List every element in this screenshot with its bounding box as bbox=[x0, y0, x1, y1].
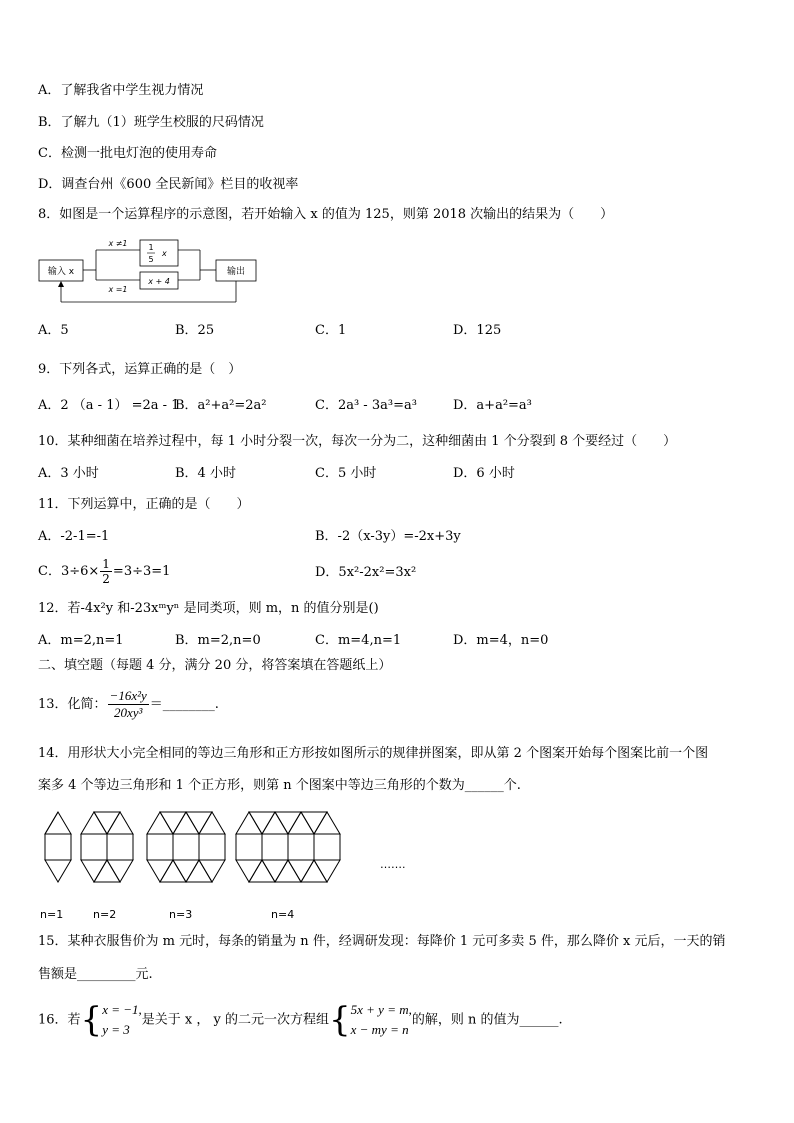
q16 bbox=[38, 996, 563, 1045]
q11-option-c-fraction bbox=[100, 557, 112, 586]
q14-pattern-figure bbox=[38, 806, 418, 924]
q7-option-d: D．调查台州《600 全民新闻》栏目的收视率 bbox=[38, 177, 299, 192]
q11-option-c bbox=[38, 557, 170, 587]
q16-system-1: { x = −1, y = 3 bbox=[80, 999, 142, 1040]
q11-option-c-suffix: =3÷3=1 bbox=[112, 564, 171, 579]
fraction-numerator: 1 bbox=[102, 557, 110, 571]
q8-flow-diagram bbox=[38, 236, 260, 308]
q10-stem: 10．某种细菌在培养过程中，每 1 小时分裂一次，每次一分为二，这种细菌由 1 个分裂到 8 个要经过（ ） bbox=[38, 434, 677, 449]
pattern-n4 bbox=[236, 812, 340, 882]
q10-option-b: B．4 小时 bbox=[175, 466, 236, 481]
q13-prefix: 13．化简： bbox=[38, 697, 107, 712]
q8-stem: 8．如图是一个运算程序的示意图，若开始输入 x 的值为 125，则第 2018 次输出的结果为（ ） bbox=[38, 207, 614, 222]
q8-option-c: C．1 bbox=[315, 323, 347, 338]
q11-option-a: A．-2-1=-1 bbox=[38, 529, 110, 544]
q12-option-d: D．m=4，n=0 bbox=[453, 633, 549, 648]
op-top-den: 5 bbox=[148, 255, 154, 264]
q13-suffix: ＝________. bbox=[149, 697, 219, 712]
fraction-denominator: 2 bbox=[102, 572, 110, 586]
fraction-numerator: −16x²y bbox=[109, 688, 147, 703]
q11-option-d: D．5x²-2x²=3x² bbox=[315, 565, 417, 580]
system1-row1: x = −1, bbox=[102, 1001, 142, 1017]
label-n4: n=4 bbox=[271, 908, 295, 921]
pattern-ellipsis: ……. bbox=[380, 858, 406, 871]
q12-stem: 12．若-4x²y 和-23xᵐyⁿ 是同类项，则 m，n 的值分别是() bbox=[38, 601, 379, 616]
q11-option-b: B．-2（x-3y）=-2x+3y bbox=[315, 529, 461, 544]
q11-option-c-prefix: C．3÷6× bbox=[38, 564, 100, 579]
system1-row2: y = 3 bbox=[102, 1021, 130, 1037]
feedback-arrow-icon bbox=[58, 281, 64, 287]
q11-stem: 11．下列运算中，正确的是（ ） bbox=[38, 497, 250, 512]
q8-option-d: D．125 bbox=[453, 323, 502, 338]
op-top-var: x bbox=[162, 249, 167, 258]
op-bottom: x + 4 bbox=[148, 277, 170, 286]
fraction-denominator: 20xy³ bbox=[113, 705, 143, 720]
q16-suffix: 的解，则 n 的值为______. bbox=[411, 1012, 563, 1028]
q12-option-c: C．m=4,n=1 bbox=[315, 633, 402, 648]
label-n3: n=3 bbox=[169, 908, 193, 921]
q12-option-a: A．m=2,n=1 bbox=[38, 633, 124, 648]
q8-option-a: A．5 bbox=[38, 323, 69, 338]
section-heading: 二、填空题（每题 4 分，满分 20 分，将答案填在答题纸上） bbox=[38, 658, 392, 673]
q14-line1: 14．用形状大小完全相同的等边三角形和正方形按如图所示的规律拼图案，即从第 2 个图案开始每个图案比前一个图 bbox=[38, 746, 709, 761]
q12-option-b: B．m=2,n=0 bbox=[175, 633, 261, 648]
input-label: 输入 x bbox=[47, 267, 75, 277]
q7-option-c: C．检测一批电灯泡的使用寿命 bbox=[38, 146, 217, 161]
q10-option-a: A．3 小时 bbox=[38, 466, 99, 481]
q16-prefix: 16．若 bbox=[38, 1012, 81, 1028]
q7-option-a: A．了解我省中学生视力情况 bbox=[38, 83, 204, 98]
pattern-n3 bbox=[147, 812, 225, 882]
output-label: 输出 bbox=[226, 267, 246, 277]
system2-row2: x − my = n bbox=[350, 1021, 409, 1037]
q13-fraction bbox=[108, 688, 149, 721]
system2-row1: 5x + y = m, bbox=[350, 1001, 412, 1017]
pattern-n2 bbox=[81, 812, 133, 882]
q9-stem: 9．下列各式，运算正确的是（ ） bbox=[38, 362, 242, 377]
q8-option-b: B．25 bbox=[175, 323, 215, 338]
q14-line2: 案多 4 个等边三角形和 1 个正方形，则第 n 个图案中等边三角形的个数为______个. bbox=[38, 778, 521, 793]
q13 bbox=[38, 688, 219, 722]
q10-option-c: C．5 小时 bbox=[315, 466, 377, 481]
op-top-box bbox=[140, 240, 178, 266]
op-top-num: 1 bbox=[148, 243, 154, 252]
q16-middle: 是关于 x ， y 的二元一次方程组 bbox=[141, 1012, 329, 1028]
pattern-n1 bbox=[45, 812, 71, 882]
q9-option-c: C．2a³ - 3a³=a³ bbox=[315, 398, 417, 413]
q7-option-b: B．了解九（1）班学生校服的尺码情况 bbox=[38, 115, 264, 130]
q9-option-a: A．2 （a - 1） =2a - 1 bbox=[38, 398, 180, 413]
label-n1: n=1 bbox=[40, 908, 64, 921]
q15-line1: 15．某种衣服售价为 m 元时，每条的销量为 n 件，经调研发现：每降价 1 元可多卖 5 件，那么降价 x 元后，一天的销 bbox=[38, 934, 726, 949]
q9-option-b: B．a²+a²=2a² bbox=[175, 398, 267, 413]
q10-option-d: D．6 小时 bbox=[453, 466, 515, 481]
label-n2: n=2 bbox=[93, 908, 117, 921]
q15-line2: 售额是_________元. bbox=[38, 967, 153, 982]
q16-system-2: { 5x + y = m, x − my = n bbox=[328, 999, 412, 1040]
cond-top: x ≠1 bbox=[108, 239, 128, 248]
q9-option-d: D．a+a²=a³ bbox=[453, 398, 532, 413]
cond-bottom: x =1 bbox=[108, 285, 128, 294]
